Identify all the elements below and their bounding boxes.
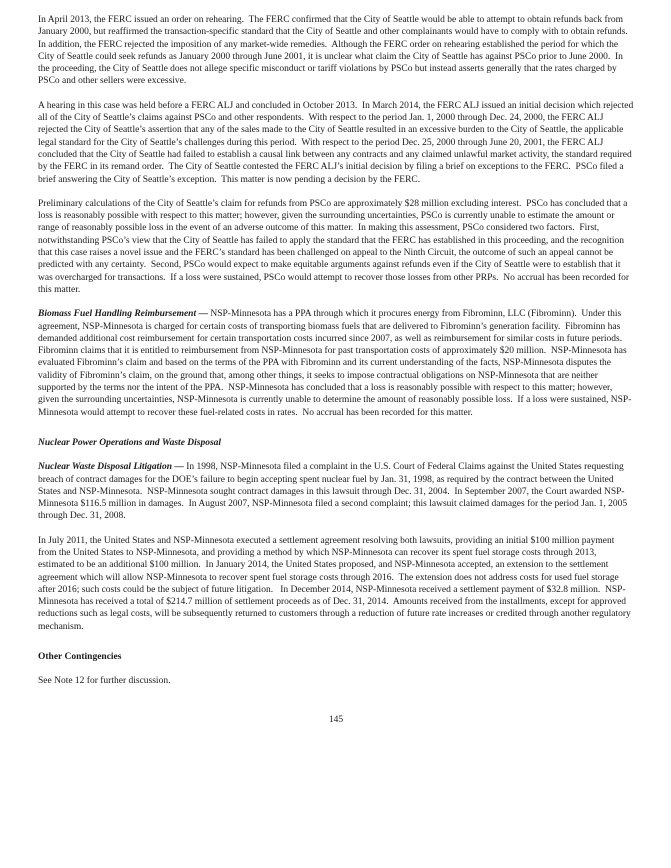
paragraph-settlement-agreement: In July 2011, the United States and NSP-Minnesota executed a settlement agreement resolving both lawsuits, providing an initial $100 million payment from the United States to NSP-Minnesota, and providing a method by which NSP-Minnesota can recover its spent fuel storage costs through 2013, estimated to be an additional $100 million. In January 2014, the United States proposed, and NSP-Minnesota accepted, an extension to the settlement agreement which will allow NSP-Minnesota to recover spent fuel storage costs through 2016. The extension does not address costs for used fuel storage after 2016; such costs could be the subject of future litigation. In December 2014, NSP-Minnesota received a settlement payment of $32.8 million. NSP-Minnesota has received a total of $214.7 million of settlement proceeds as of Dec. 31, 2014. Amounts received from the installments, except for approved reductions such as legal costs, will be subsequently returned to customers through a reduction of future rate increases or credited through another regulatory mechanism. (38, 535, 634, 632)
paragraph-nuclear-waste-litigation (38, 461, 634, 522)
paragraph-ferc-alj-hearing: A hearing in this case was held before a FERC ALJ and concluded in October 2013. In March 2014, the FERC ALJ issued an initial decision which rejected all of the City of Seattle’s claims against PSCo and other respondents. With respect to the period Jan. 1, 2000 through Dec. 24, 2000, the FERC ALJ rejected the City of Seattle’s assertion that any of the sales made to the City of Seattle resulted in an excessive burden to the City of Seattle, the applicable legal standard for the City of Seattle’s challenges during this period. With respect to the period Dec. 25, 2000 through June 20, 2001, the FERC ALJ concluded that the City of Seattle had failed to establish a causal link between any contracts and any claimed unlawful market activity, the standard required by the FERC in its remand order. The City of Seattle contested the FERC ALJ’s initial decision by filing a brief on exceptions to the FERC. PSCo filed a brief answering the City of Seattle’s exception. This matter is now pending a decision by the FERC. (38, 100, 636, 185)
section-heading-other-contingencies: Other Contingencies (38, 652, 122, 663)
paragraph-see-note-12: See Note 12 for further discussion. (38, 676, 171, 687)
paragraph-body-biomass-fuel-reimbursement: NSP-Minnesota has a PPA through which it procures energy from Fibrominn, LLC (Fibrominn). Under this agreement, NSP-Minnesota is charged for certain costs of transporting biomass fuels that are delivered to Fibrominn’s generation facility. Fibrominn has demanded additional cost reimbursement for certain transportation costs incurred since 2007, as well as reimbursement for similar costs in future periods. Fibrominn claims that it is entitled to reimbursement from NSP-Minnesota for past transportation costs of approximately $20 million. NSP-Minnesota has evaluated Fibrominn’s claim and based on the terms of the PPA with Fibrominn and its current understanding of the facts, NSP-Minnesota disputes the validity of Fibrominn’s claim, on the ground that, among other things, it seeks to impose contractual obligations on NSP-Minnesota that are neither supported by the terms nor the intent of the PPA. NSP-Minnesota has concluded that a loss is reasonably possible with respect to this matter; however, given the surrounding uncertainties, NSP-Minnesota is currently unable to determine the amount of reasonably possible loss. If a loss were sustained, NSP-Minnesota would attempt to recover these fuel-related costs in rates. No accrual has been recorded for this matter. (38, 309, 632, 418)
paragraph-ferc-rehearing-order: In April 2013, the FERC issued an order on rehearing. The FERC confirmed that the City of Seattle would be able to attempt to obtain refunds back from January 2000, but reaffirmed the transaction-specific standard that the City of Seattle and other complainants would have to comply with to obtain refunds. In addition, the FERC rejected the imposition of any market-wide remedies. Although the FERC order on rehearing established the period for which the City of Seattle could seek refunds as January 2000 through June 2001, it is unclear what claim the City of Seattle has against PSCo prior to June 2000. In the proceeding, the City of Seattle does not allege specific misconduct or tariff violations by PSCo but instead asserts generally that the rates charged by PSCo and other sellers were excessive. (38, 15, 633, 87)
paragraph-lead-nuclear-waste-litigation: Nuclear Waste Disposal Litigation — (38, 462, 184, 473)
paragraph-seattle-refund-claim: Preliminary calculations of the City of Seattle’s claim for refunds from PSCo are approximately $28 million excluding interest. PSCo has concluded that a loss is reasonably possible with respect to this matter; however, given the surrounding uncertainties, PSCo is currently unable to estimate the amount or range of reasonably possible loss in the event of an adverse outcome of this matter. In making this assessment, PSCo considered two factors. First, notwithstanding PSCo’s view that the City of Seattle has failed to apply the standard that the FERC has established in this proceeding, and the recognition that this case raises a novel issue and the FERC’s standard has been challenged on appeal to the Ninth Circuit, the outcome of such an appeal cannot be predicted with any certainty. Second, PSCo would expect to make equitable arguments against refunds even if the City of Seattle were to establish that it was overcharged for transactions. If a loss were sustained, PSCo would attempt to recover those losses from other PRPs. No accrual has been recorded for this matter. (38, 198, 632, 295)
paragraph-body-nuclear-waste-litigation: In 1998, NSP-Minnesota filed a complaint in the U.S. Court of Federal Claims against the United States requesting breach of contract damages for the DOE’s failure to begin accepting spent nuclear fuel by Jan. 31, 1998, as required by the contract between the United States and NSP-Minnesota. NSP-Minnesota sought contract damages in this lawsuit through Dec. 31, 2004. In September 2007, the Court awarded NSP-Minnesota $116.5 million in damages. In August 2007, NSP-Minnesota filed a second complaint; this lawsuit claimed damages for the period Jan. 1, 2005 through Dec. 31, 2008. (38, 462, 630, 522)
page-number: 145 (328, 714, 344, 725)
paragraph-lead-biomass-fuel-reimbursement: Biomass Fuel Handling Reimbursement — (38, 309, 208, 320)
paragraph-biomass-fuel-reimbursement (38, 308, 634, 419)
section-heading-nuclear-power-operations: Nuclear Power Operations and Waste Disposal (38, 437, 222, 448)
